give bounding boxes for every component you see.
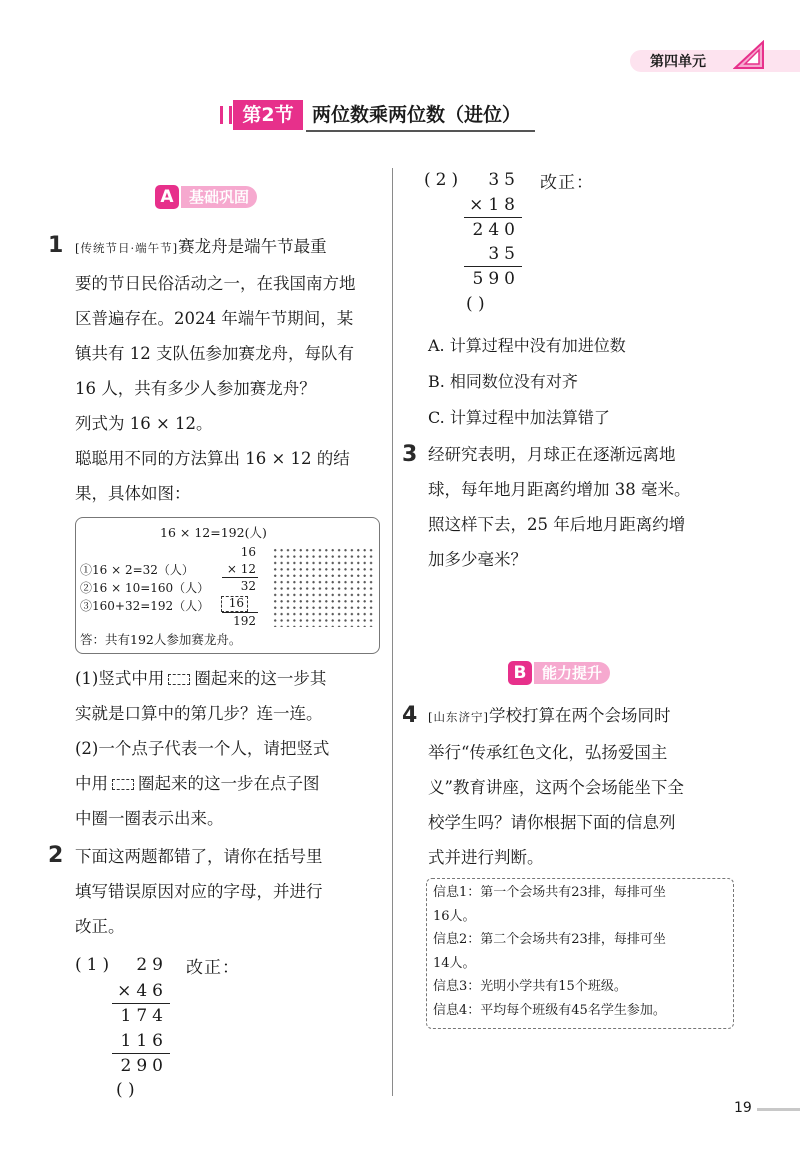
q4-line: 式并进行判断。: [428, 848, 544, 867]
q1-sub1: [75, 661, 329, 836]
q3-line: 照这样下去，25 年后地月距离约增: [428, 515, 686, 534]
triangle-ruler-icon: [733, 40, 767, 70]
q1-line: 果，具体如图：: [75, 484, 191, 503]
q2-p2-label: (2): [424, 170, 464, 190]
q4-line: 举行“传承红色文化，弘扬爱国主: [428, 743, 668, 762]
q2-line: 填写错误原因对应的字母，并进行: [75, 882, 323, 901]
dot-grid[interactable]: [272, 547, 374, 627]
level-a-heading: [155, 184, 257, 210]
q1-sub1-text: 圈起来的这一步其: [194, 669, 327, 688]
q2-p2-answer-paren[interactable]: ( ): [466, 294, 485, 314]
q3-text: [428, 437, 691, 577]
q2-p1-answer-paren[interactable]: ( ): [116, 1080, 135, 1100]
option-b: B. 相同数位没有对齐: [428, 372, 578, 391]
q2-p2-rule: [464, 217, 522, 218]
q2-p1-row: 29: [136, 955, 168, 975]
option-a: A. 计算过程中没有加进位数: [428, 336, 626, 355]
q4-line: 校学生吗？请你根据下面的信息列: [428, 813, 676, 832]
q2-p1-row: 174: [120, 1006, 168, 1026]
q3-line: 经研究表明，月球正在逐渐远离地: [428, 445, 676, 464]
level-b-letter: B: [508, 661, 532, 685]
info-line: 16人。: [433, 908, 476, 924]
figure-answer: 答：共有192人参加赛龙舟。: [80, 632, 242, 647]
q3-line: 球，每年地月距离约增加 38 毫米。: [428, 480, 691, 499]
q2-p1-row: 290: [120, 1056, 168, 1076]
info-line: 14人。: [433, 955, 476, 971]
level-b-label: 能力提升: [534, 662, 610, 684]
q2-p2-row: 590: [472, 269, 520, 289]
q1-tag: [传统节日·端午节]: [75, 241, 179, 255]
info-line: 信息4：平均每个班级有45名学生参加。: [433, 1002, 666, 1018]
q2-p1-rule: [112, 1003, 170, 1004]
q1-sub2-text: (2)一个点子代表一个人，请把竖式: [75, 739, 330, 758]
figure-rule: [222, 577, 258, 578]
section-badge: 第2节: [233, 100, 303, 130]
q1-line: 聪聪用不同的方法算出 16 × 12 的结: [75, 449, 350, 468]
level-b-heading: [508, 660, 610, 686]
page-number: 19: [734, 1100, 752, 1116]
q2-p1-fix: 改正：: [186, 958, 240, 978]
q1-line: 赛龙舟是端午节最重: [178, 237, 327, 256]
dashed-box-mark: [112, 779, 134, 790]
q2-line: 改正。: [75, 917, 125, 936]
info-line: 信息3：光明小学共有15个班级。: [433, 979, 627, 994]
q2-line: 下面这两题都错了，请你在括号里: [75, 847, 323, 866]
figure-vertical-row: 16: [228, 596, 244, 610]
q1-line: 要的节日民俗活动之一，在我国南方地: [75, 274, 356, 293]
page-rule: [757, 1108, 800, 1111]
figure-step: ①16 × 2=32（人）: [80, 563, 194, 577]
q4-line: 学校打算在两个会场同时: [488, 706, 671, 725]
level-a-letter: A: [155, 185, 179, 209]
q4-line: 义”教育讲座，这两个会场能坐下全: [428, 778, 684, 797]
figure-vertical-row: 192: [233, 614, 256, 628]
figure-vertical-row: 16: [240, 545, 256, 559]
info-line: 信息2：第二个会场共有23排，每排可坐: [433, 932, 666, 947]
dashed-box-mark: [168, 674, 190, 685]
section-mark: [220, 106, 232, 124]
q2-p1-rule: [112, 1053, 170, 1054]
info-line: 信息1：第一个会场共有23排，每排可坐: [433, 885, 666, 900]
q1-line: 区普遍存在。2024 年端午节期间，某: [75, 309, 354, 328]
q1-line: 镇共有 12 支队伍参加赛龙舟，每队有: [75, 344, 354, 363]
q4-number: 4: [402, 703, 418, 728]
q1-number: 1: [48, 233, 64, 258]
option-c: C. 计算过程中加法算错了: [428, 408, 610, 427]
q1-sub1-text: 实就是口算中的第几步？连一连。: [75, 704, 323, 723]
column-divider: [392, 168, 393, 1096]
q1-text: [75, 229, 356, 511]
q2-text: [75, 839, 323, 944]
q1-sub2-text: 圈起来的这一步在点子图: [138, 774, 320, 793]
q2-p1-row: 116: [120, 1031, 168, 1051]
figure-vertical-row: 32: [240, 579, 256, 593]
q4-tag: [山东济宁]: [428, 710, 489, 724]
figure-step: ③160+32=192（人）: [80, 599, 210, 613]
q1-line: 列式为 16 × 12。: [75, 414, 213, 433]
q1-sub1-text: (1)竖式中用: [75, 669, 165, 688]
unit-label: 第四单元: [650, 54, 706, 70]
info-list: [433, 881, 666, 1022]
q2-number: 2: [48, 843, 64, 868]
q3-number: 3: [402, 442, 418, 467]
q1-sub2-text: 中用: [75, 774, 108, 793]
q2-p1-label: (1): [75, 955, 115, 975]
q2-p2-row: 240: [472, 220, 520, 240]
q2-p2-fix: 改正：: [540, 173, 594, 193]
section-title: 两位数乘两位数（进位）: [306, 100, 535, 132]
q2-p1-row: ×46: [117, 981, 168, 1001]
figure-title: 16 × 12=192(人): [160, 525, 267, 540]
figure-step: ②16 × 10=160（人）: [80, 581, 210, 595]
q1-line: 16 人，共有多少人参加赛龙舟？: [75, 379, 316, 398]
q4-text: [428, 698, 684, 875]
q1-sub2-text: 中圈一圈表示出来。: [75, 809, 224, 828]
q2-p2-row: 35: [488, 170, 520, 190]
q2-p2-row: 35: [488, 244, 520, 264]
q2-p2-rule: [464, 266, 522, 267]
figure-vertical-row: × 12: [226, 562, 256, 576]
q3-line: 加多少毫米？: [428, 550, 527, 569]
q2-p2-row: ×18: [469, 195, 520, 215]
level-a-label: 基础巩固: [181, 186, 257, 208]
figure-rule: [222, 612, 258, 613]
